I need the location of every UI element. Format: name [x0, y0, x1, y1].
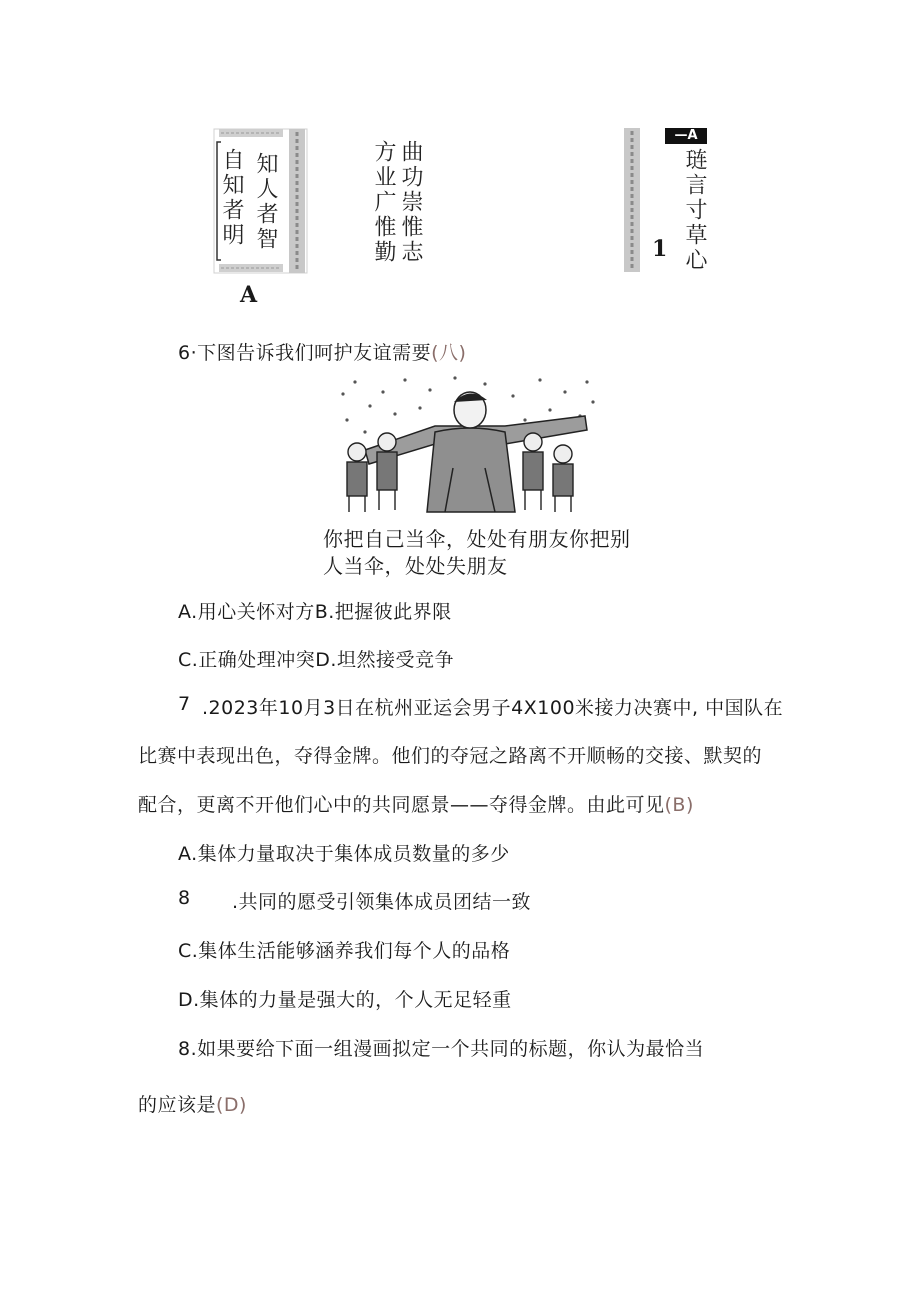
q7-option-b-number: 8: [178, 887, 191, 909]
panel-a-label: A: [240, 282, 258, 308]
q8-line2: [138, 1090, 247, 1117]
q7-number: 7: [178, 693, 191, 715]
cartoon-umbrella-illustration: [335, 372, 600, 517]
q7-option-a: A.集体力量取决于集体成员数量的多少: [178, 843, 510, 865]
q6-stem: [178, 338, 466, 365]
q6-option-cd: C.正确处理冲突D.坦然接受竞争: [178, 649, 454, 671]
q8-line1: 8.如果要给下面一组漫画拟定一个共同的标题，你认为最恰当: [178, 1038, 705, 1060]
q6-stem-text: 6·下图告诉我们呵护友谊需要: [178, 342, 432, 364]
q7-option-d: D.集体的力量是强大的，个人无足轻重: [178, 989, 512, 1011]
panel-b-col1: 曲功崇惟志: [398, 140, 423, 265]
q7-line3: [138, 790, 694, 817]
panel-b-col2: 方业广惟勤: [371, 140, 396, 265]
q7-line2: 比赛中表现出色，夺得金牌。他们的夺冠之路离不开顺畅的交接、默契的: [138, 745, 763, 767]
panel-d-mark: 1: [652, 236, 668, 262]
panel-d-tag: —A: [665, 128, 707, 144]
q6-option-ab: A.用心关怀对方B.把握彼此界限: [178, 601, 452, 623]
panel-d-col1: 琏言寸草心: [682, 148, 707, 273]
q7-answer: (B): [664, 794, 694, 816]
q6-caption-line1: 你把自己当伞，处处有朋友你把别: [323, 527, 631, 551]
q7-option-b: .共同的愿受引领集体成员团结一致: [232, 891, 532, 913]
q7-option-c: C.集体生活能够涵养我们每个人的品格: [178, 940, 511, 962]
q6-caption-line2: 人当伞，处处失朋友: [323, 554, 508, 578]
q8-answer: (D): [216, 1094, 247, 1116]
q7-line3-text: 配合，更离不开他们心中的共同愿景——夺得金牌。由此可见: [138, 794, 665, 816]
panel-a-col2: 自知者明: [219, 148, 244, 248]
q6-answer: (八): [431, 342, 467, 364]
panel-a-col1: 知人者智: [253, 152, 278, 252]
q8-line2-text: 的应该是: [138, 1094, 217, 1116]
q7-line1: .2023年10月3日在杭州亚运会男子4X100米接力决赛中, 中国队在: [202, 697, 784, 719]
scroll-edge-d: [622, 128, 642, 272]
